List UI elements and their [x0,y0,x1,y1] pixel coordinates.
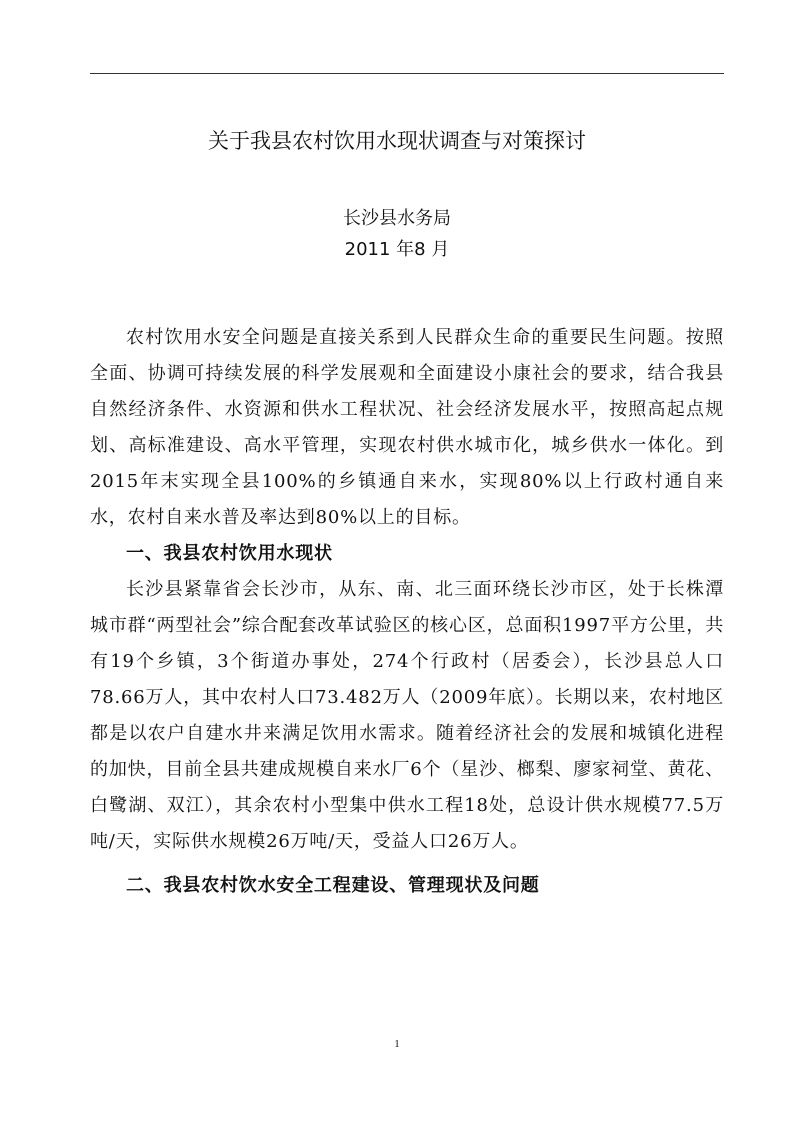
page-number: 1 [394,1038,400,1050]
intro-paragraph: 农村饮用水安全问题是直接关系到人民群众生命的重要民生问题。按照全面、协调可持续发展的科学发展观和全面建设小康社会的要求，结合我县自然经济条件、水资源和供水工程状况、社会经济发展水平，按照高起点规划、高标准建设、高水平管理，实现农村供水城市化，城乡供水一体化。到2015年末实现全县100%的乡镇通自来水，实现80%以上行政村通自来水，农村自来水普及率达到80%以上的目标。 [90,327,724,528]
date-line: 2011 年8 月 [344,239,450,260]
document-title: 关于我县农村饮用水现状调查与对策探讨 [208,129,586,153]
section-heading-1: 一、我县农村饮用水现状 [126,543,333,564]
author-line: 长沙县水务局 [343,208,451,229]
header-rule [90,73,724,74]
section-1-paragraph: 长沙县紧靠省会长沙市，从东、南、北三面环绕长沙市区，处于长株潭城市群“两型社会”综合配套改革试验区的核心区，总面积1997平方公里，共有19个乡镇，3个街道办事处，274个行政村（居委会），长沙县总人口78.66万人，其中农村人口73.482万人（2009年底）。长期以来，农村地区都是以农户自建水井来满足饮用水需求。随着经济社会的发展和城镇化进程的加快，目前全县共建成规模自来水厂6个（星沙、榔梨、廖家祠堂、黄花、白鹭湖、双江），其余农村小型集中供水工程18处，总设计供水规模77.5万吨/天，实际供水规模26万吨/天，受益人口26万人。 [90,579,724,852]
document-body [90,320,724,904]
section-heading-2: 二、我县农村饮水安全工程建设、管理现状及问题 [126,875,540,896]
